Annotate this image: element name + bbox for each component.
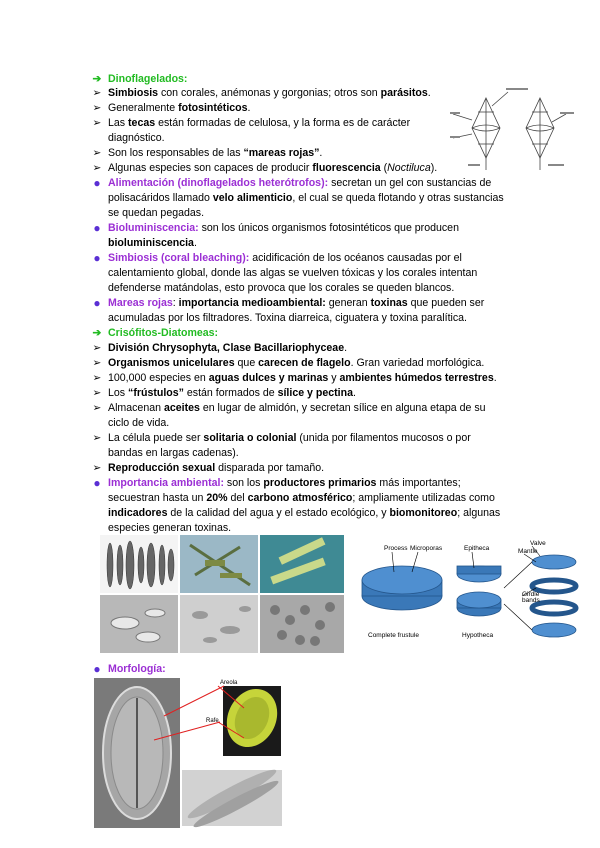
arrowhead-bullet-icon: ➢ bbox=[92, 147, 102, 159]
dino-heading: ➔ Dinoflagelados: bbox=[108, 72, 187, 86]
label-areola: Areola bbox=[220, 680, 238, 686]
criso-bullet-5: ➢ Almacenan aceites en lugar de almidón, y secretan sílice en alguna etapa de su bbox=[108, 401, 486, 415]
arrowhead-bullet-icon: ➢ bbox=[92, 87, 102, 99]
round-bullet-icon: ● bbox=[93, 221, 101, 235]
criso-bullet-5-cont: ciclo de vida. bbox=[108, 417, 170, 429]
diatom-photo-collage bbox=[100, 535, 344, 653]
label-epitheca: Epitheca bbox=[464, 545, 490, 552]
dino-alimentacion-cont-2: se quedan pegadas. bbox=[108, 207, 205, 219]
label-bands: bands bbox=[522, 597, 540, 604]
criso-bullet-6-cont: bandas en largas cadenas). bbox=[108, 447, 239, 459]
morphology-graphic bbox=[94, 678, 284, 828]
diatom-collage-graphic bbox=[100, 535, 344, 653]
criso-heading: ➔ Crisófitos-Diatomeas: bbox=[108, 326, 218, 340]
round-bullet-icon: ● bbox=[93, 176, 101, 190]
label-process: Process bbox=[384, 545, 408, 552]
criso-importancia: ● Importancia ambiental: son los productores primarios más importantes; bbox=[108, 476, 461, 490]
dino-bullet-5: ➢ Algunas especies son capaces de producir fluorescencia (Noctiluca). bbox=[108, 161, 437, 175]
dino-mareas-rojas: ● Mareas rojas: importancia medioambiental: generan toxinas que pueden ser bbox=[108, 296, 484, 310]
arrowhead-bullet-icon: ➢ bbox=[92, 432, 102, 444]
dino-bullet-2: ➢ Generalmente fotosintéticos. bbox=[108, 101, 250, 115]
label-girdle: Girdle bbox=[522, 591, 540, 598]
arrowhead-bullet-icon: ➢ bbox=[92, 102, 102, 114]
dino-coral-bleaching-cont-2: defenderse matándolas, esto provoca que los corales se queden blancos. bbox=[108, 282, 455, 294]
dino-bioluminiscencia: ● Bioluminiscencia: son los únicos organismos fotosintéticos que producen bbox=[108, 221, 459, 235]
dino-alimentacion: ● Alimentación (dinoflagelados heterótrofos): secretan un gel con sustancias de bbox=[108, 176, 491, 190]
dino-bullet-3: ➢ Las tecas están formadas de celulosa, y la forma es de carácter bbox=[108, 116, 410, 130]
arrowhead-bullet-icon: ➢ bbox=[92, 342, 102, 354]
arrow-icon: ➔ bbox=[92, 327, 102, 339]
label-complete-frustule: Complete frustule bbox=[368, 632, 419, 639]
criso-bullet-4: ➢ Los “frústulos” están formados de sílice y pectina. bbox=[108, 386, 356, 400]
arrowhead-bullet-icon: ➢ bbox=[92, 117, 102, 129]
arrowhead-bullet-icon: ➢ bbox=[92, 162, 102, 174]
dino-bullet-1: ➢ Simbiosis con corales, anémonas y gorgonias; otros son parásitos. bbox=[108, 86, 431, 100]
dinoflagellate-diagram-image bbox=[448, 84, 578, 172]
criso-bullet-7: ➢ Reproducción sexual disparada por tamaño. bbox=[108, 461, 324, 475]
dino-coral-bleaching: ● Simbiosis (coral bleaching): acidificación de los océanos causadas por el bbox=[108, 251, 462, 265]
label-mantle: Mantle bbox=[518, 548, 538, 555]
round-bullet-icon: ● bbox=[93, 476, 101, 490]
criso-bullet-2: ➢ Organismos unicelulares que carecen de flagelo. Gran variedad morfológica. bbox=[108, 356, 484, 370]
arrowhead-bullet-icon: ➢ bbox=[92, 402, 102, 414]
frustule-graphic bbox=[354, 540, 592, 645]
frustule-diagram bbox=[354, 540, 592, 645]
label-microporas: Microporas bbox=[410, 545, 443, 552]
label-hypotheca: Hypotheca bbox=[462, 632, 494, 639]
criso-importancia-cont-3: especies generan toxinas. bbox=[108, 522, 232, 534]
dino-coral-bleaching-cont-1: calentamiento global, donde las algas se vuelven tóxicas y los corales intentan bbox=[108, 267, 478, 279]
arrowhead-bullet-icon: ➢ bbox=[92, 387, 102, 399]
arrowhead-bullet-icon: ➢ bbox=[92, 462, 102, 474]
dino-bullet-3-cont: diagnóstico. bbox=[108, 132, 165, 144]
criso-importancia-cont-1: secuestran hasta un 20% del carbono atmosférico; ampliamente utilizadas como bbox=[108, 492, 495, 504]
dino-mareas-rojas-cont: acumuladas por los filtradores. Toxina diarreica, ciguatera y toxina paralítica. bbox=[108, 312, 467, 324]
criso-bullet-6: ➢ La célula puede ser solitaria o colonial (unida por filamentos mucosos o por bbox=[108, 431, 471, 445]
criso-bullet-3: ➢ 100,000 especies en aguas dulces y marinas y ambientes húmedos terrestres. bbox=[108, 371, 497, 385]
round-bullet-icon: ● bbox=[93, 251, 101, 265]
arrowhead-bullet-icon: ➢ bbox=[92, 357, 102, 369]
criso-importancia-cont-2: indicadores de la calidad del agua y el estado ecológico, y biomonitoreo; algunas bbox=[108, 507, 501, 519]
arrowhead-bullet-icon: ➢ bbox=[92, 372, 102, 384]
criso-bullet-1: ➢ División Chrysophyta, Clase Bacillariophyceae. bbox=[108, 341, 347, 355]
dino-alimentacion-cont-1: polisacáridos llamado velo alimenticio, el cual se queda flotando y otras sustancias bbox=[108, 192, 504, 204]
round-bullet-icon: ● bbox=[93, 662, 101, 676]
morfologia-heading: ● Morfología: bbox=[108, 662, 166, 676]
label-valve: Valve bbox=[530, 540, 546, 547]
dino-bullet-4: ➢ Son los responsables de las “mareas rojas”. bbox=[108, 146, 322, 160]
arrow-icon: ➔ bbox=[92, 73, 102, 85]
diatom-morphology-image bbox=[94, 678, 284, 828]
dino-bioluminiscencia-cont: bioluminiscencia. bbox=[108, 237, 197, 249]
label-rafe: Rafe bbox=[206, 718, 219, 724]
round-bullet-icon: ● bbox=[93, 296, 101, 310]
